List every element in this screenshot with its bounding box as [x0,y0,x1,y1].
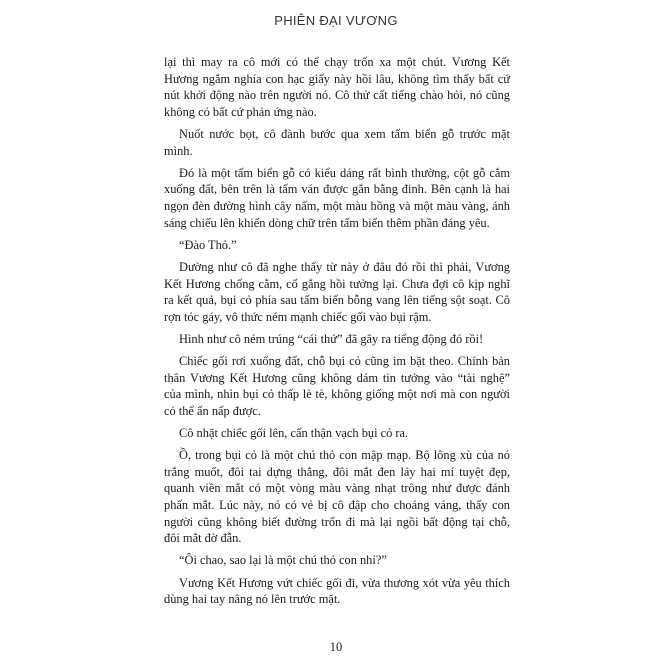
paragraph: “Ôi chao, sao lại là một chú thỏ con nhỉ?” [179,553,387,568]
paragraph: Vương Kết Hương vứt chiếc gối đi, vừa thương xót vừa yêu thích dùng hai tay nâng nó lên trước mặt. [164,575,510,607]
running-head-title: PHIÊN ĐẠI VƯƠNG [274,13,398,28]
paragraph: Chiếc gối rơi xuống đất, chỗ bụi cỏ cũng im bặt theo. Chính bản thân Vương Kết Hương cũng không dám tin tưởng vào “tài nghệ” của mình, nhìn bụi cỏ thấp lè tè, không giống một nơi mà con người có thể ẩn nấp được. [164,354,510,418]
paragraph: Dường như cô đã nghe thấy từ này ở đâu đó rồi thì phải, Vương Kết Hương chống cằm, cố gắng hồi tưởng lại. Chưa đợi cô kịp nghĩ ra kết quả, bụi cỏ phía sau tấm biển bỗng vang lên tiếng sột soạt. Cô rợn tóc gáy, vô thức ném mạnh chiếc gối vào bụi rậm. [164,259,510,324]
paragraph: Ồ, trong bụi cỏ là một chú thỏ con mập mạp. Bộ lông xù của nó trắng muốt, đôi tai dựng thẳng, đôi mắt đen láy hai mí tuyệt đẹp, quanh viền mắt có một vòng màu vàng nhạt trông như được đánh phấn mắt. Lúc này, nó có vẻ bị cô đập cho choáng váng, thấy con người cũng không biết đường trốn đi mà lại ngồi bất động tại chỗ, đôi mắt đờ đẫn. [164,448,510,546]
paragraph: lại thì may ra cô mới có thể chạy trốn xa một chút. Vương Kết Hương ngắm nghía con hạc giấy này hồi lâu, không tìm thấy bất cứ nút khởi động nào trên người nó. Cô thử cất tiếng chào hỏi, nó cũng không có bất cứ phản ứng nào. [164,55,510,119]
paragraph: Nuốt nước bọt, cô đành bước qua xem tấm biển gỗ trước mặt mình. [164,126,510,158]
paragraph: Đó là một tấm biển gỗ có kiểu dáng rất bình thường, cột gỗ cắm xuống đất, bên trên là tấm ván được gắn bằng đinh. Bên cạnh là hai ngọn đèn đường hình cây nấm, một màu hồng và một màu vàng, ánh sáng chiếu lên khiến dòng chữ trên tấm biển thêm phần đáng yêu. [164,165,510,230]
body-text-block [164,54,510,613]
paragraph: “Đào Thỏ.” [179,237,237,252]
paragraph: Cô nhặt chiếc gối lên, cẩn thận vạch bụi cỏ ra. [179,426,409,441]
page-number: 10 [329,640,343,654]
paragraph: Hình như cô ném trúng “cái thứ” đã gây ra tiếng động đó rồi! [179,331,484,346]
